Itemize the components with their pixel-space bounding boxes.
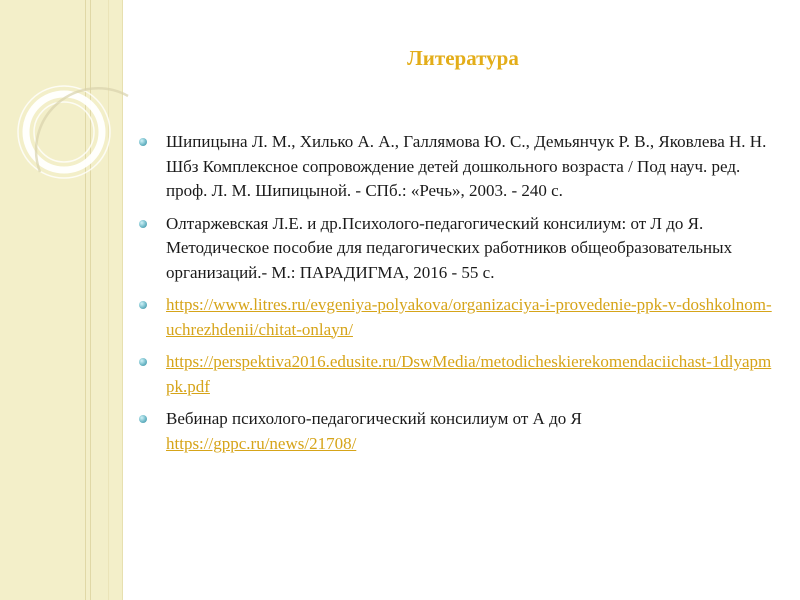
reference-link-litres[interactable]: https://www.litres.ru/evgeniya-polyakova/organizaciya-i-provedenie-ppk-v-doshkolnom-uchrezhdenii/chitat-onlayn/ bbox=[166, 295, 772, 339]
reference-text: Вебинар психолого-педагогический консилиум от А до Я bbox=[166, 409, 582, 428]
reference-list bbox=[139, 130, 779, 464]
list-item bbox=[139, 293, 779, 342]
reference-text: Олтаржевская Л.Е. и др.Психолого-педагогический консилиум: от Л до Я. Методическое пособие для педагогических работников общеобразовательных организаций.- М.: ПАРАДИГМА, 2016 - 55 с. bbox=[166, 213, 733, 282]
decorative-circles-icon bbox=[0, 0, 130, 240]
bullet-icon bbox=[139, 301, 147, 309]
bullet-icon bbox=[139, 358, 147, 366]
reference-link-gppc[interactable]: https://gppc.ru/news/21708/ bbox=[166, 433, 357, 453]
list-item bbox=[139, 130, 779, 204]
bullet-icon bbox=[139, 138, 147, 146]
reference-link-perspektiva[interactable]: https://perspektiva2016.edusite.ru/DswMedia/metodicheskierekomendaciichast-1dlyapmpk.pdf bbox=[166, 352, 772, 396]
list-item bbox=[139, 350, 779, 399]
list-item bbox=[139, 212, 779, 286]
list-item bbox=[139, 407, 779, 456]
reference-text: Шипицына Л. М., Хилько А. А., Галлямова Ю. С., Демьянчук Р. В., Яковлева Н. Н. Шбз Комплексное сопровождение детей дошкольного возраста / Под науч. ред. проф. Л. М. Шипицыной. - СПб.: «Речь», 2003. - 240 с. bbox=[166, 132, 767, 200]
bullet-icon bbox=[139, 220, 147, 228]
bullet-icon bbox=[139, 415, 147, 423]
slide-title: Литература bbox=[407, 46, 519, 70]
